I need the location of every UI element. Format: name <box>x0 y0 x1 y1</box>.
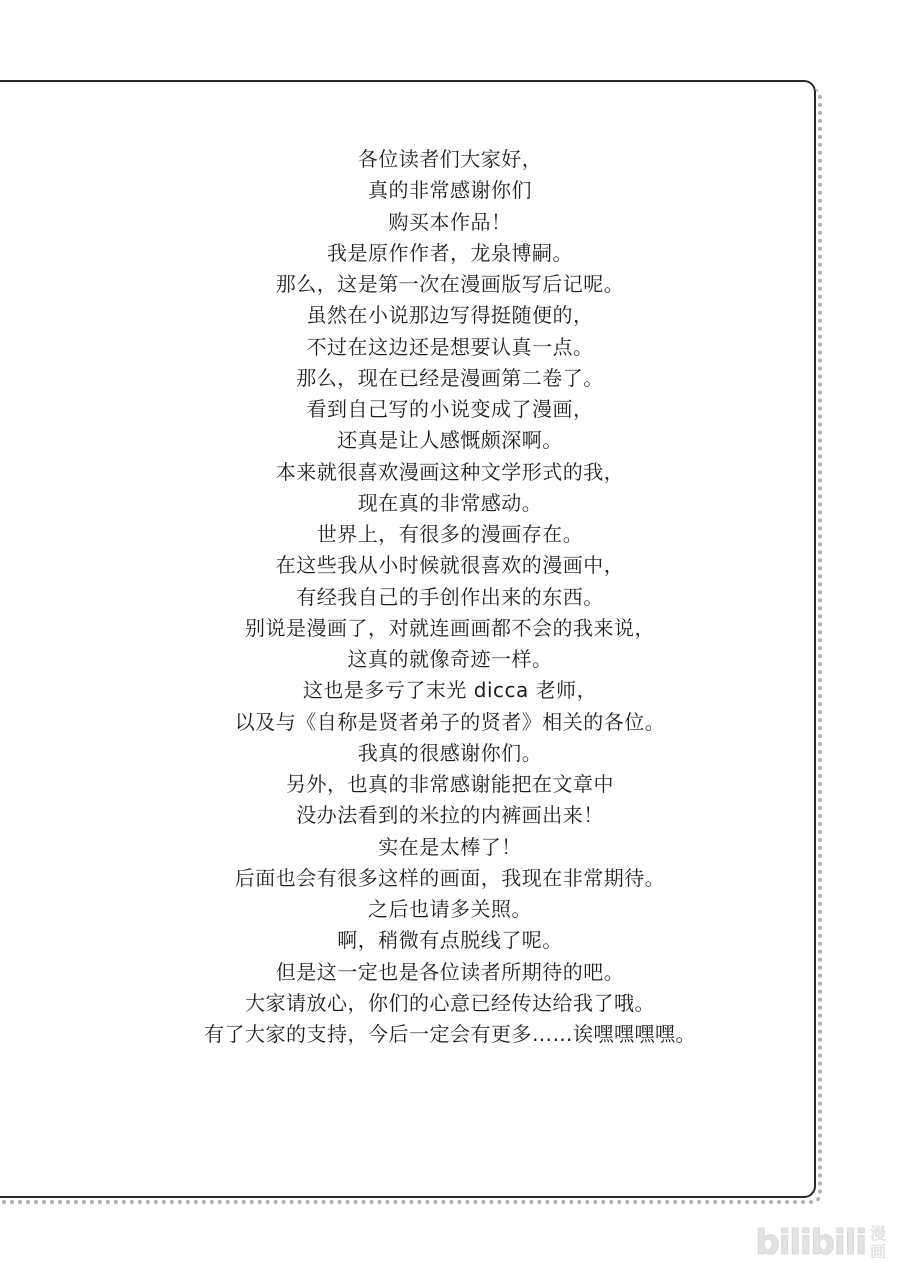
watermark-label <box>870 1225 886 1261</box>
afterword-line: 后面也会有很多这样的画面，我现在非常期待。 <box>234 865 666 890</box>
afterword-line: 别说是漫画了，对就连画画都不会的我来说， <box>245 615 655 640</box>
bilibili-manga-watermark <box>755 1223 886 1263</box>
afterword-line: 啊，稍微有点脱线了呢。 <box>337 928 563 953</box>
afterword-line: 购买本作品！ <box>388 209 512 234</box>
afterword-line: 有了大家的支持，今后一定会有更多……诶嘿嘿嘿嘿。 <box>204 1022 696 1046</box>
afterword-line: 本来就很喜欢漫画这种文学形式的我， <box>275 459 625 484</box>
afterword-line: 大家请放心，你们的心意已经传达给我了哦。 <box>245 990 655 1015</box>
afterword-line: 有经我自己的手创作出来的东西。 <box>296 584 604 609</box>
afterword-line: 还真是让人感慨颇深啊。 <box>337 428 563 453</box>
afterword-line: 实在是太棒了！ <box>378 834 522 859</box>
afterword-line: 不过在这边还是想要认真一点。 <box>306 334 594 359</box>
afterword-line: 我真的很感谢你们。 <box>357 740 543 765</box>
afterword-line: 各位读者们大家好， <box>357 147 543 171</box>
afterword-line: 那么，现在已经是漫画第二卷了。 <box>296 365 604 390</box>
afterword-line: 那么，这是第一次在漫画版写后记呢。 <box>275 272 625 296</box>
afterword-line: 现在真的非常感动。 <box>357 490 543 515</box>
afterword-line: 真的非常感谢你们 <box>368 178 532 203</box>
watermark-label-line: 漫 <box>869 1224 886 1243</box>
afterword-line: 看到自己写的小说变成了漫画， <box>306 397 594 421</box>
afterword-line: 以及与《自称是贤者弟子的贤者》相关的各位。 <box>234 709 666 734</box>
afterword-line: 在这些我从小时候就很喜欢的漫画中， <box>275 553 625 578</box>
afterword-line: 我是原作作者，龙泉博嗣。 <box>327 240 573 265</box>
afterword-line: 之后也请多关照。 <box>368 897 532 921</box>
afterword-line: 虽然在小说那边写得挺随便的， <box>306 303 594 328</box>
afterword-line: 但是这一定也是各位读者所期待的吧。 <box>275 959 625 984</box>
afterword-text <box>0 144 900 1050</box>
afterword-line: 这真的就像奇迹一样。 <box>347 647 553 671</box>
watermark-logo: bilibili <box>755 1223 866 1263</box>
afterword-line: 这也是多亏了末光 dicca 老师， <box>302 678 598 703</box>
afterword-line: 另外，也真的非常感谢能把在文章中 <box>286 772 614 796</box>
watermark-label-line: 画 <box>869 1242 886 1261</box>
afterword-line: 世界上，有很多的漫画存在。 <box>316 522 584 546</box>
afterword-line: 没办法看到的米拉的内裤画出来！ <box>296 803 604 828</box>
